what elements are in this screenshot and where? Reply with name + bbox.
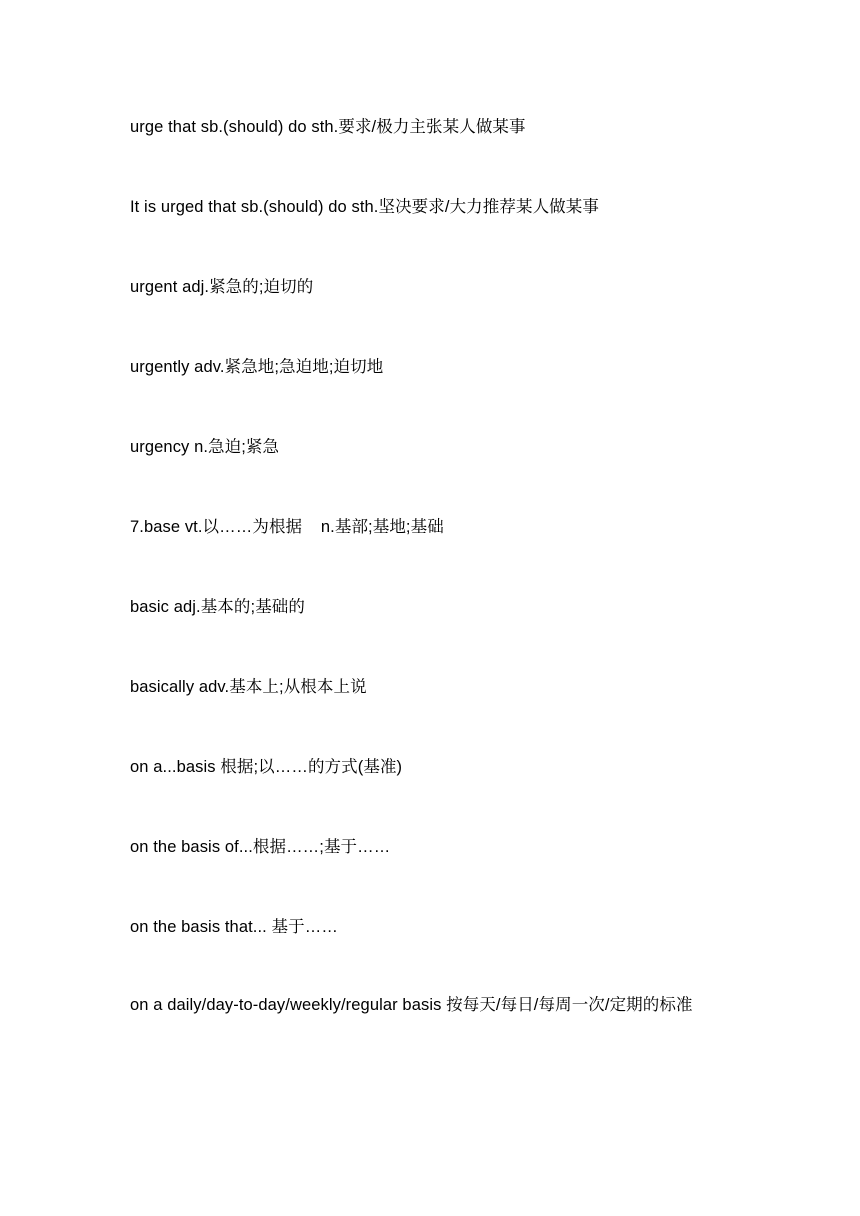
entry-on-the-basis-of: on the basis of...根据……;基于…… [130, 838, 391, 856]
entry-urgent: urgent adj.紧急的;迫切的 [130, 278, 314, 296]
entry-urge-that: urge that sb.(should) do sth.要求/极力主张某人做某事 [130, 118, 526, 136]
entry-basically: basically adv.基本上;从根本上说 [130, 678, 367, 696]
entry-it-is-urged: It is urged that sb.(should) do sth.坚决要求/大力推荐某人做某事 [130, 198, 599, 216]
entry-on-a-basis: on a...basis 根据;以……的方式(基准) [130, 758, 403, 776]
entry-base: 7.base vt.以……为根据 n.基部;基地;基础 [130, 518, 444, 536]
entry-on-the-basis-that: on the basis that... 基于…… [130, 918, 338, 936]
entry-basic: basic adj.基本的;基础的 [130, 598, 305, 616]
entry-urgently: urgently adv.紧急地;急迫地;迫切地 [130, 358, 384, 376]
entry-on-a-daily-basis: on a daily/day-to-day/weekly/regular basis 按每天/每日/每周一次/定期的标准 [130, 996, 693, 1014]
entry-urgency: urgency n.急迫;紧急 [130, 438, 280, 456]
